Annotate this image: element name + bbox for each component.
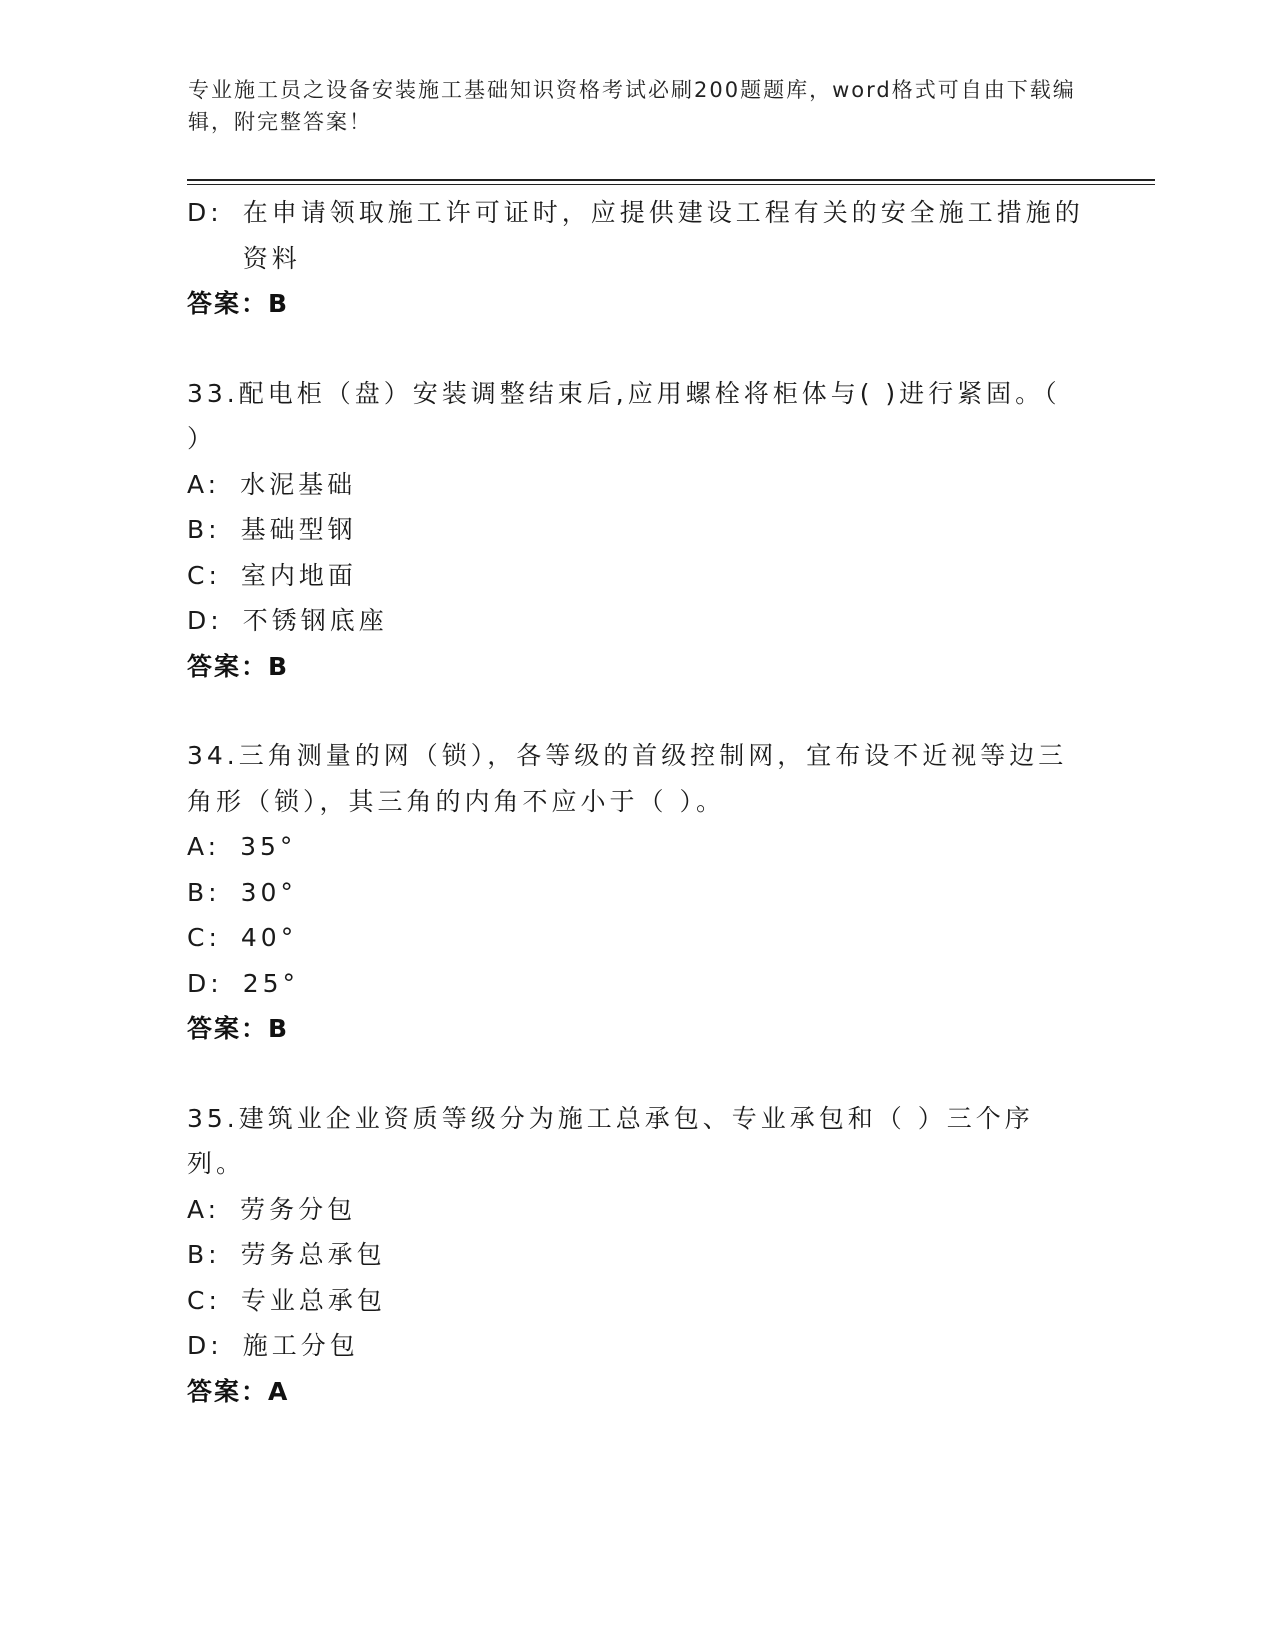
question-34 <box>187 733 1087 1052</box>
option-item <box>187 824 1087 870</box>
answer-line: 答案：B <box>187 651 290 681</box>
option-text: 25° <box>242 968 299 998</box>
option-text: 35° <box>240 832 297 861</box>
question-35 <box>187 1096 1087 1415</box>
header-rule-thick <box>187 179 1155 181</box>
option-letter: B: <box>187 877 221 907</box>
question-33 <box>187 371 1087 690</box>
option-letter: D: <box>187 1331 223 1360</box>
option-item <box>187 507 1087 553</box>
option-letter: B: <box>187 1240 221 1269</box>
option-text: 室内地面 <box>240 560 357 590</box>
option-item <box>187 1232 1087 1278</box>
option-letter: B: <box>187 515 221 544</box>
question-stem: 35.建筑业企业资质等级分为施工总承包、专业承包和（ ）三个序列。 <box>187 1103 1034 1178</box>
answer-line: 答案：A <box>187 1376 290 1406</box>
option-letter: C: <box>187 1285 221 1315</box>
option-text: 劳务总承包 <box>240 1240 386 1269</box>
option-item <box>187 915 1087 961</box>
option-item <box>187 1323 1087 1369</box>
option-item <box>187 870 1087 916</box>
option-text: 不锈钢底座 <box>242 606 388 635</box>
option-item <box>187 553 1087 599</box>
question-stem: 34.三角测量的网（锁），各等级的首级控制网，宜布设不近视等边三角形（锁），其三角的内角不应小于（ ）。 <box>187 741 1068 816</box>
header-rule-thin <box>187 184 1155 185</box>
option-letter: D: <box>187 606 223 635</box>
option-item <box>187 1278 1087 1324</box>
option-letter: D: <box>187 968 223 998</box>
option-text: 水泥基础 <box>240 469 357 499</box>
option-letter: C: <box>187 560 221 590</box>
option-letter: D: <box>187 198 223 227</box>
option-item <box>187 598 1087 644</box>
option-text: 基础型钢 <box>240 515 357 544</box>
option-letter: A: <box>187 469 221 499</box>
option-letter: C: <box>187 923 221 952</box>
question-content <box>187 190 1087 1414</box>
option-text: 劳务分包 <box>240 1194 357 1224</box>
option-letter: A: <box>187 832 221 861</box>
option-text: 在申请领取施工许可证时，应提供建设工程有关的安全施工措施的资料 <box>242 198 1084 273</box>
answer-line: 答案：B <box>187 289 290 318</box>
option-item <box>187 1187 1087 1233</box>
question-stem: 33.配电柜（盘）安装调整结束后,应用螺栓将柜体与( )进行紧固。（ ） <box>187 378 1073 453</box>
carryover-block <box>187 190 1087 327</box>
option-item <box>187 462 1087 508</box>
option-letter: A: <box>187 1194 221 1224</box>
option-text: 专业总承包 <box>240 1285 386 1315</box>
answer-line: 答案：B <box>187 1014 290 1043</box>
option-item <box>187 961 1087 1007</box>
option-text: 40° <box>240 923 298 952</box>
option-item <box>187 190 1087 281</box>
option-text: 30° <box>240 877 297 907</box>
document-header: 专业施工员之设备安装施工基础知识资格考试必刷200题题库，word格式可自由下载编辑，附完整答案！ <box>188 78 1076 134</box>
option-text: 施工分包 <box>242 1331 359 1360</box>
